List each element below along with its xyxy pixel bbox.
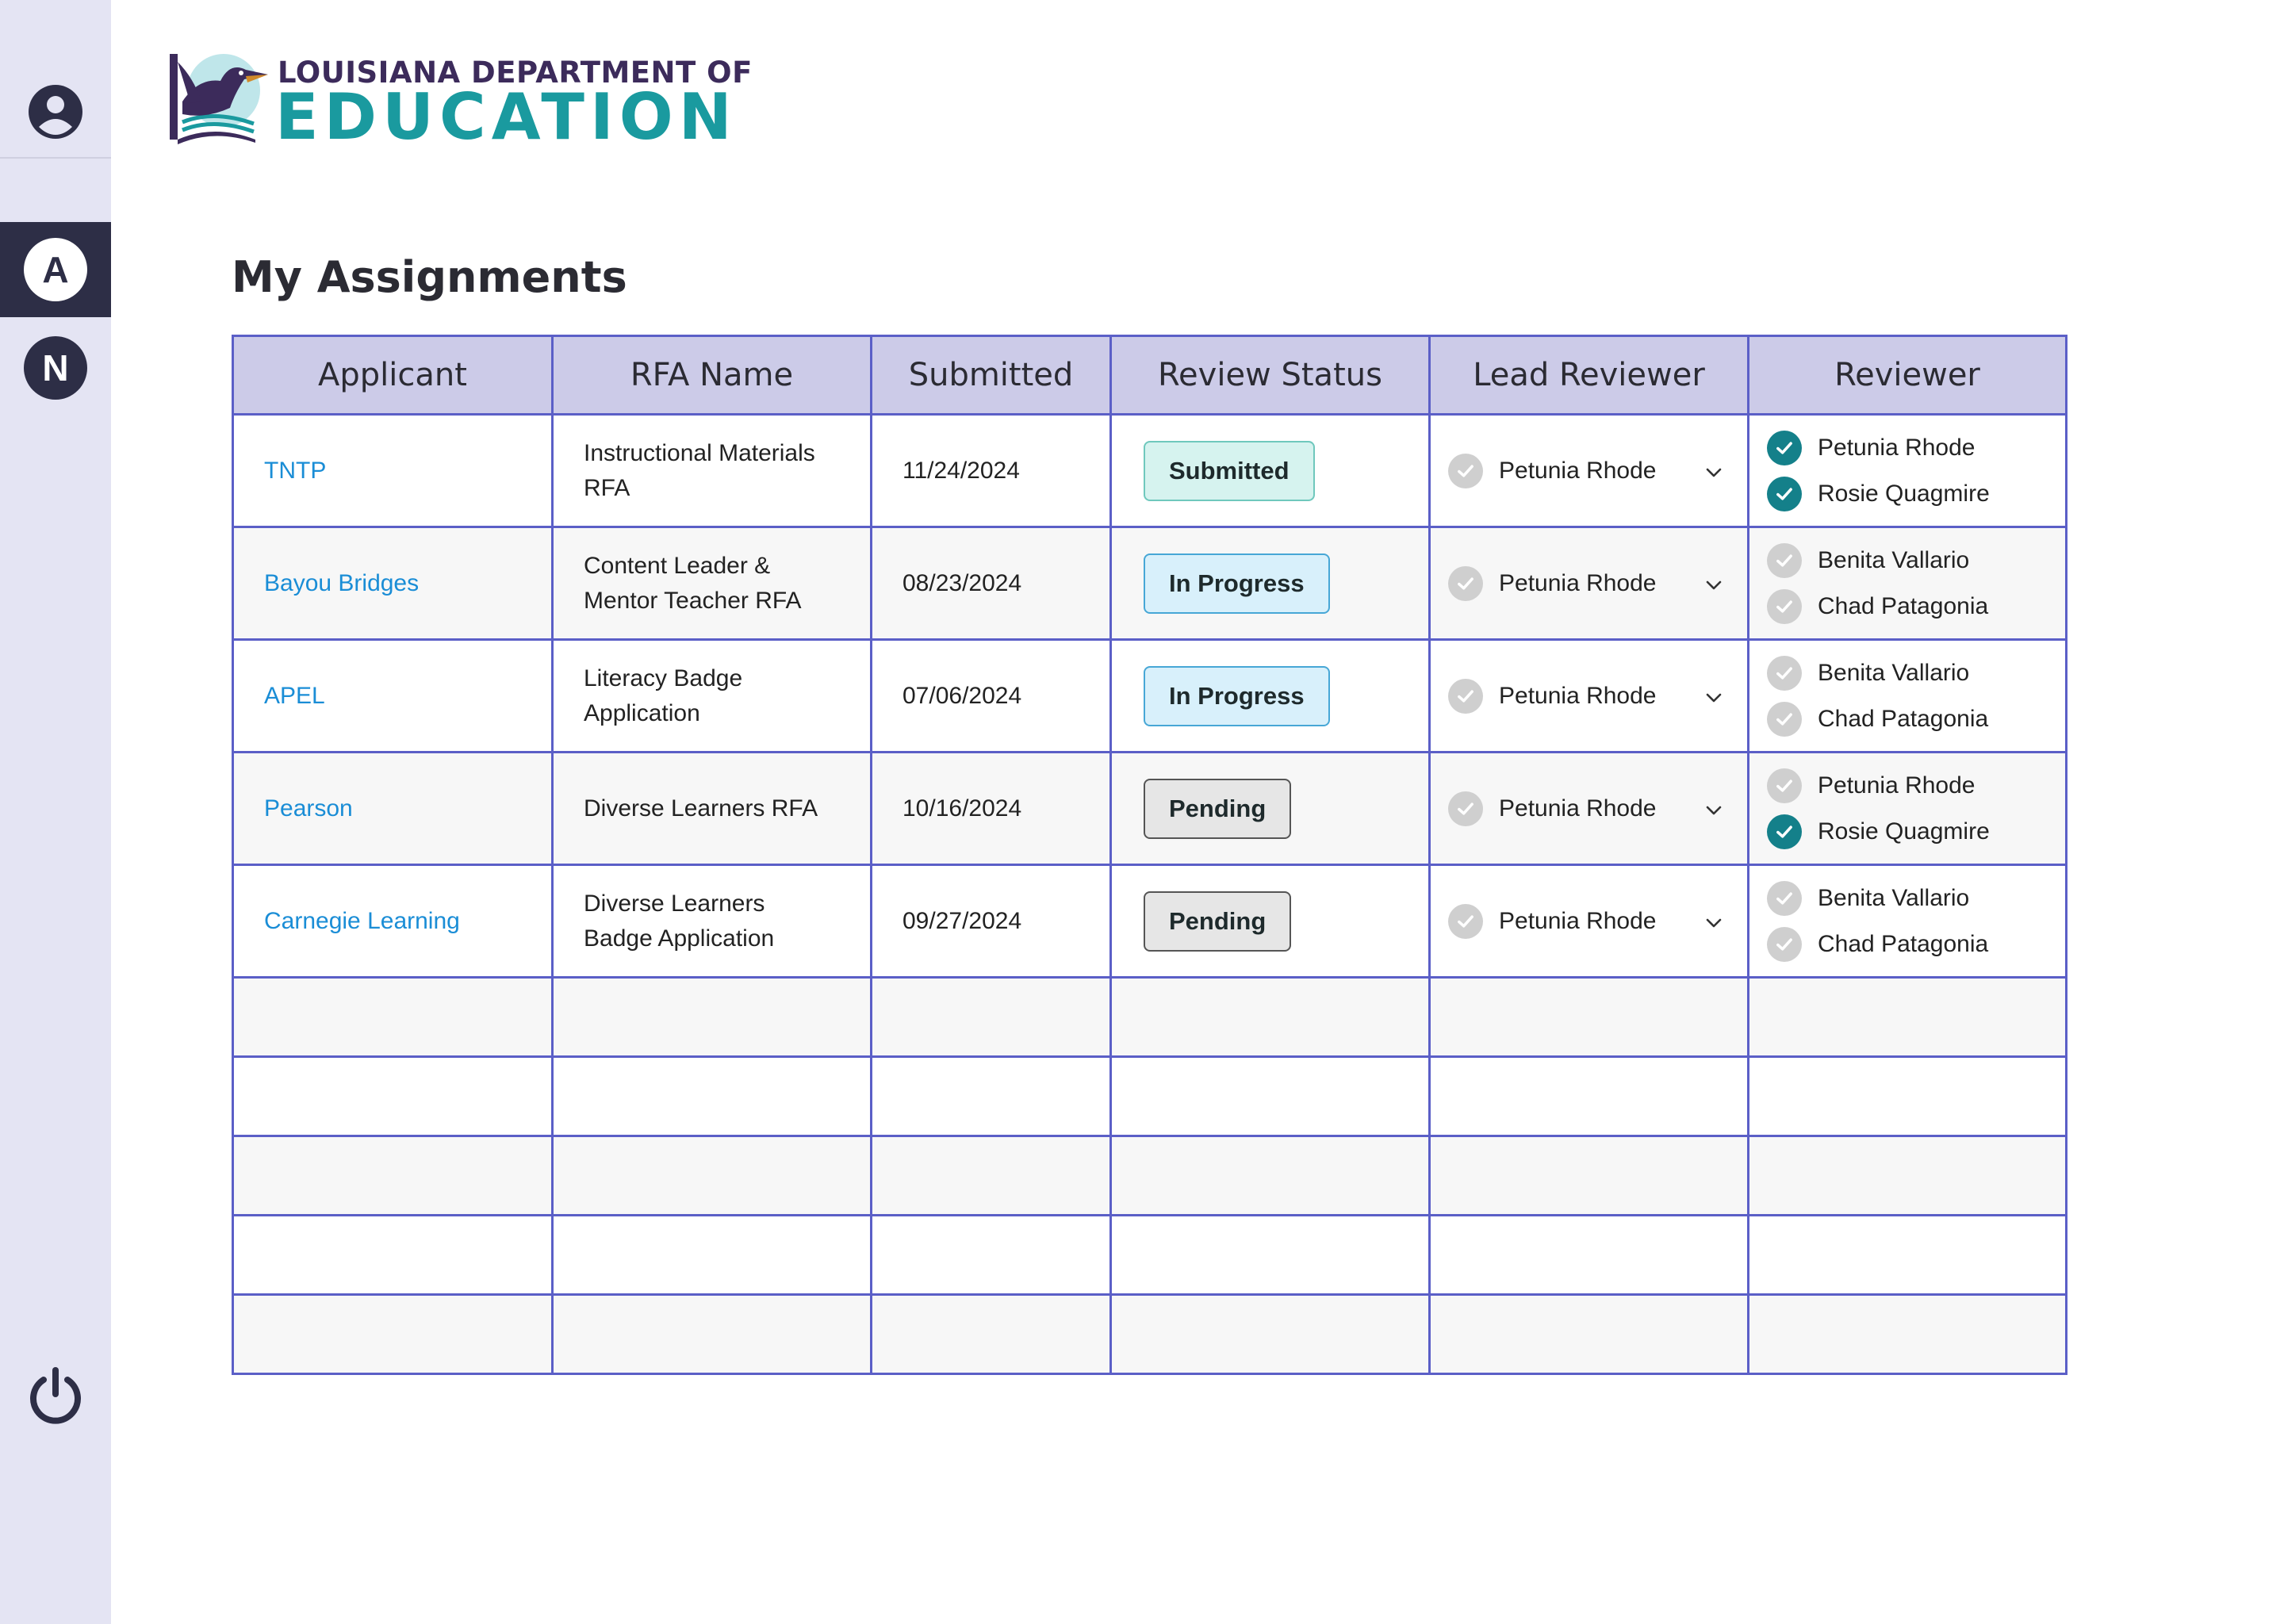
empty-cell: [872, 1216, 1111, 1295]
check-circle-icon[interactable]: [1767, 656, 1802, 691]
logo-text-line1: LOUISIANA DEPARTMENT OF: [278, 56, 753, 90]
empty-cell: [553, 1057, 872, 1136]
louisiana-education-logo: [159, 46, 753, 154]
lead-reviewer-name: Petunia Rhode: [1499, 457, 1657, 484]
submitted-date: 07/06/2024: [872, 640, 1111, 753]
reviewer-item: [1767, 425, 2065, 471]
reviewer-name: Benita Vallario: [1818, 884, 1970, 911]
status-badge[interactable]: In Progress: [1144, 666, 1330, 726]
lead-reviewer-name: Petunia Rhode: [1499, 569, 1657, 596]
check-circle-filled-icon[interactable]: [1767, 814, 1802, 849]
rfa-name-cell: [553, 415, 872, 527]
sidebar-item-n-letter: N: [24, 336, 87, 400]
submitted-date: 10/16/2024: [872, 753, 1111, 865]
lead-reviewer-dropdown[interactable]: [1430, 865, 1749, 978]
sidebar-item-a[interactable]: [0, 222, 111, 317]
rfa-name-line: Diverse Learners RFA: [584, 795, 818, 822]
empty-cell: [1749, 1057, 2067, 1136]
reviewers-cell: [1749, 865, 2067, 978]
reviewer-item: [1767, 584, 2065, 630]
lead-reviewer-dropdown[interactable]: [1430, 753, 1749, 865]
submitted-date: 08/23/2024: [872, 527, 1111, 640]
column-header-lead-reviewer: Lead Reviewer: [1430, 336, 1749, 415]
review-status-cell: [1111, 640, 1430, 753]
check-circle-filled-icon[interactable]: [1767, 431, 1802, 465]
power-icon[interactable]: [23, 1362, 88, 1427]
reviewer-item: [1767, 538, 2065, 584]
reviewer-name: Chad Patagonia: [1818, 705, 1989, 732]
table-row: [233, 527, 2067, 640]
rfa-name-line: Content Leader &: [584, 552, 771, 579]
check-circle-icon[interactable]: [1767, 702, 1802, 737]
sidebar-item-n[interactable]: [24, 336, 87, 400]
column-header-applicant: Applicant: [233, 336, 553, 415]
empty-cell: [553, 1136, 872, 1216]
pelican-book-icon: [159, 46, 270, 149]
logo-text-line2: EDUCATION: [275, 80, 738, 154]
empty-cell: [1430, 1216, 1749, 1295]
reviewer-name: Petunia Rhode: [1818, 772, 1976, 799]
status-badge[interactable]: In Progress: [1144, 553, 1330, 614]
chevron-down-icon[interactable]: [1703, 799, 1725, 818]
reviewer-item: [1767, 763, 2065, 809]
page-title: My Assignments: [232, 252, 627, 302]
empty-cell: [553, 1295, 872, 1374]
reviewer-name: Chad Patagonia: [1818, 930, 1989, 957]
reviewer-item: [1767, 809, 2065, 855]
rfa-name-cell: [553, 640, 872, 753]
assignments-table: [232, 335, 2067, 1375]
check-circle-icon: [1448, 454, 1483, 488]
submitted-date: 09/27/2024: [872, 865, 1111, 978]
empty-cell: [872, 978, 1111, 1057]
reviewers-cell: [1749, 640, 2067, 753]
reviewers-cell: [1749, 527, 2067, 640]
empty-cell: [553, 1216, 872, 1295]
check-circle-icon[interactable]: [1767, 768, 1802, 803]
check-circle-icon[interactable]: [1767, 589, 1802, 624]
empty-table-row: [233, 1136, 2067, 1216]
reviewer-name: Rosie Quagmire: [1818, 480, 1990, 507]
empty-cell: [1111, 978, 1430, 1057]
sidebar-profile-section: [0, 0, 111, 159]
applicant-link[interactable]: Bayou Bridges: [233, 527, 553, 640]
empty-table-row: [233, 1295, 2067, 1374]
empty-cell: [1430, 978, 1749, 1057]
empty-cell: [553, 978, 872, 1057]
status-badge[interactable]: Pending: [1144, 779, 1291, 839]
column-header-review-status: Review Status: [1111, 336, 1430, 415]
empty-cell: [872, 1136, 1111, 1216]
check-circle-icon[interactable]: [1767, 927, 1802, 962]
empty-cell: [1749, 1216, 2067, 1295]
check-circle-filled-icon[interactable]: [1767, 477, 1802, 511]
lead-reviewer-dropdown[interactable]: [1430, 640, 1749, 753]
empty-table-row: [233, 1057, 2067, 1136]
check-circle-icon[interactable]: [1767, 881, 1802, 916]
table-row: [233, 753, 2067, 865]
review-status-cell: [1111, 753, 1430, 865]
rfa-name-line: Badge Application: [584, 925, 775, 952]
check-circle-icon: [1448, 791, 1483, 826]
reviewer-item: [1767, 471, 2065, 517]
reviewer-name: Benita Vallario: [1818, 546, 1970, 573]
empty-cell: [1430, 1295, 1749, 1374]
lead-reviewer-name: Petunia Rhode: [1499, 795, 1657, 822]
reviewers-cell: [1749, 753, 2067, 865]
empty-cell: [1749, 1136, 2067, 1216]
check-circle-icon[interactable]: [1767, 543, 1802, 578]
reviewer-name: Rosie Quagmire: [1818, 818, 1990, 845]
empty-cell: [1430, 1136, 1749, 1216]
reviewer-name: Chad Patagonia: [1818, 592, 1989, 619]
empty-cell: [233, 1057, 553, 1136]
empty-cell: [872, 1295, 1111, 1374]
empty-table-row: [233, 1216, 2067, 1295]
chevron-down-icon[interactable]: [1703, 687, 1725, 706]
empty-cell: [1111, 1136, 1430, 1216]
empty-cell: [1111, 1295, 1430, 1374]
column-header-submitted: Submitted: [872, 336, 1111, 415]
lead-reviewer-dropdown[interactable]: [1430, 415, 1749, 527]
column-header-reviewer: Reviewer: [1749, 336, 2067, 415]
applicant-link[interactable]: Pearson: [233, 753, 553, 865]
reviewers-cell: [1749, 415, 2067, 527]
chevron-down-icon[interactable]: [1703, 462, 1725, 481]
chevron-down-icon[interactable]: [1703, 574, 1725, 593]
table-row: [233, 865, 2067, 978]
reviewer-item: [1767, 696, 2065, 742]
rfa-name-line: Instructional Materials: [584, 439, 815, 466]
rfa-name-line: Diverse Learners: [584, 890, 765, 917]
reviewer-item: [1767, 650, 2065, 696]
reviewer-item: [1767, 921, 2065, 967]
empty-cell: [233, 1136, 553, 1216]
column-header-rfa-name: RFA Name: [553, 336, 872, 415]
empty-cell: [1111, 1216, 1430, 1295]
status-badge[interactable]: Submitted: [1144, 441, 1315, 501]
chevron-down-icon[interactable]: [1703, 912, 1725, 931]
sidebar-item-a-letter: A: [24, 238, 87, 301]
rfa-name-cell: [553, 753, 872, 865]
reviewer-name: Petunia Rhode: [1818, 434, 1976, 461]
check-circle-icon: [1448, 679, 1483, 714]
table-row: [233, 415, 2067, 527]
empty-cell: [233, 1216, 553, 1295]
table-header-row: [233, 336, 2067, 415]
empty-cell: [1111, 1057, 1430, 1136]
submitted-date: 11/24/2024: [872, 415, 1111, 527]
lead-reviewer-name: Petunia Rhode: [1499, 907, 1657, 934]
status-badge[interactable]: Pending: [1144, 891, 1291, 952]
sidebar: [0, 0, 111, 1624]
review-status-cell: [1111, 527, 1430, 640]
check-circle-icon: [1448, 566, 1483, 601]
rfa-name-cell: [553, 865, 872, 978]
empty-cell: [872, 1057, 1111, 1136]
applicant-link[interactable]: APEL: [233, 640, 553, 753]
review-status-cell: [1111, 415, 1430, 527]
lead-reviewer-name: Petunia Rhode: [1499, 682, 1657, 709]
review-status-cell: [1111, 865, 1430, 978]
empty-cell: [233, 978, 553, 1057]
rfa-name-line: RFA: [584, 474, 630, 501]
empty-cell: [1749, 1295, 2067, 1374]
applicant-link[interactable]: Carnegie Learning: [233, 865, 553, 978]
rfa-name-line: Application: [584, 699, 700, 726]
applicant-link[interactable]: TNTP: [233, 415, 553, 527]
rfa-name-line: Mentor Teacher RFA: [584, 587, 802, 614]
empty-table-row: [233, 978, 2067, 1057]
empty-cell: [233, 1295, 553, 1374]
reviewer-name: Benita Vallario: [1818, 659, 1970, 686]
lead-reviewer-dropdown[interactable]: [1430, 527, 1749, 640]
reviewer-item: [1767, 875, 2065, 921]
rfa-name-cell: [553, 527, 872, 640]
empty-cell: [1430, 1057, 1749, 1136]
check-circle-icon: [1448, 904, 1483, 939]
empty-cell: [1749, 978, 2067, 1057]
table-row: [233, 640, 2067, 753]
rfa-name-line: Literacy Badge: [584, 665, 743, 691]
user-circle-icon[interactable]: [23, 79, 88, 144]
